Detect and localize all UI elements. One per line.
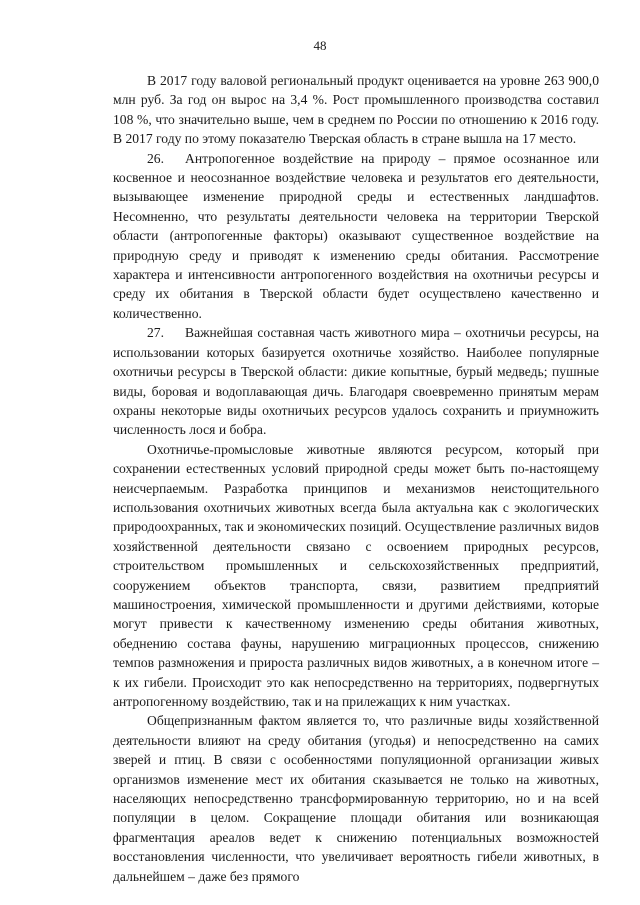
- paragraph-26-anthropogenic-impact: [113, 149, 599, 324]
- paragraph-gdp: [113, 71, 599, 149]
- paragraph-text: Общепризнанным фактом является то, что различные виды хозяйственной деятельности влияют на среду обитания (угодья) и непосредственно на самих зверей и птиц. В связи с особенностями популяционной организации живых организмов изменение мест их обитания сказывается не только на животных, населяющих непосредственно трансформированную территорию, но и на всей популяции в целом. Сокращение площади обитания или возникающая фрагментация ареалов ведет к снижению потенциальных возможностей восстановления численности, что увеличивает вероятность гибели животных, в дальнейшем – даже без прямого: [113, 713, 599, 884]
- paragraph-habitat-impact: [113, 711, 599, 886]
- paragraph-number: 26.: [147, 150, 164, 166]
- paragraph-27-hunting-resources: [113, 323, 599, 439]
- paragraph-game-animals: [113, 440, 599, 712]
- page-number: 48: [313, 38, 327, 53]
- paragraph-text: Охотничье-промысловые животные являются ресурсом, который при сохранении естественных условий природной среды может быть по-настоящему неисчерпаемым. Разработка принципов и механизмов неистощительного использования охотничьих животных всегда была актуальна как с экологических природоохранных, так и экономических позиций. Осуществление различных видов хозяйственной деятельности связано с освоением природных ресурсов, строительством промышленных и сельскохозяйственных предприятий, сооружением объектов транспорта, связи, развитием предприятий машиностроения, химической промышленности и другими действиями, которые могут привести к качественному изменению среды обитания животных, обеднению состава фауны, нарушению миграционных процессов, снижению темпов размножения и прироста различных видов животных, а в конечном итоге – к их гибели. Происходит это как непосредственно на территориях, подвергнутых антропогенному воздействию, так и на прилежащих к ним участках.: [113, 441, 599, 709]
- paragraph-text: Антропогенное воздействие на природу – прямое осознанное или косвенное и неосознанное воздействие человека и результатов его деятельности, вызывающее изменение природной среды и естественных ландшафтов. Несомненно, что результаты деятельности человека на территории Тверской области (антропогенные факторы) оказывают существенное воздействие на природную среду и приводят к изменению среды обитания. Рассмотрение характера и интенсивности антропогенного воздействия на охотничьи ресурсы и среду их обитания в Тверской области будет осуществлено качественно и количественно.: [113, 150, 599, 321]
- paragraph-number: 27.: [147, 325, 164, 341]
- paragraph-text: В 2017 году валовой региональный продукт оценивается на уровне 263 900,0 млн руб. За год он вырос на 3,4 %. Рост промышленного производства составил 108 %, что значительно выше, чем в среднем по России по отношению к 2016 году. В 2017 году по этому показателю Тверская область в стране вышла на 17 место.: [113, 73, 599, 147]
- paragraph-text: Важнейшая составная часть животного мира – охотничьи ресурсы, на использовании которых базируется охотничье хозяйство. Наиболее популярные охотничьи ресурсы в Тверской области: дикие копытные, бурый медведь; пушные виды, боровая и водоплавающая дичь. Благодаря своевременно принятым мерам охраны некоторые виды охотничьих ресурсов удалось сохранить и приумножить численность лося и бобра.: [113, 325, 599, 438]
- document-body: [113, 71, 599, 886]
